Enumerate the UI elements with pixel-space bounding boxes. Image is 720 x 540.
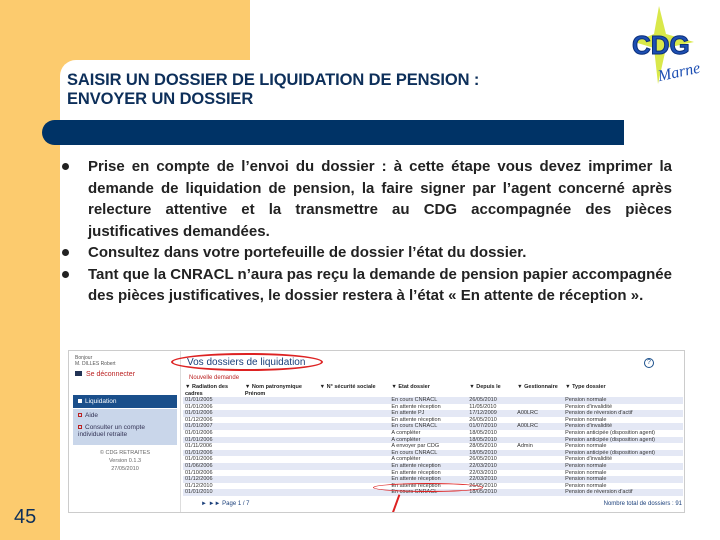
table-cell: A compléter <box>391 430 421 437</box>
table-cell <box>318 489 390 496</box>
table-cell <box>318 410 390 417</box>
bullet-icon <box>78 399 82 403</box>
column-header[interactable]: ▼ N° sécurité sociale <box>319 384 376 390</box>
table-row[interactable] <box>183 450 683 457</box>
table-cell: En attente réception <box>391 416 441 423</box>
bullet-icon <box>78 425 82 429</box>
table-cell: 01/07/2010 <box>467 423 515 430</box>
column-header[interactable]: ▼ Gestionnaire <box>517 384 558 390</box>
table-cell: 01/01/2006 <box>185 456 213 463</box>
table-row[interactable] <box>183 470 683 477</box>
table-cell: 01/01/2005 <box>183 397 243 404</box>
dossiers-heading: Vos dossiers de liquidation <box>187 357 306 368</box>
bullet-icon <box>78 413 82 417</box>
table-cell: 11/05/2010 <box>469 403 497 410</box>
svg-text:CDG: CDG <box>632 30 690 60</box>
table-cell: 26/05/2010 <box>469 416 497 423</box>
table-cell <box>515 417 563 424</box>
table-cell <box>318 476 390 483</box>
table-cell <box>243 397 318 404</box>
table-cell: En cours CNRACL <box>389 489 467 496</box>
annotation-arrow <box>392 494 400 513</box>
table-cell <box>243 437 318 444</box>
table-cell <box>515 489 563 496</box>
table-cell <box>515 450 563 457</box>
table-cell: 18/05/2010 <box>467 437 515 444</box>
column-header[interactable]: ▼ Type dossier <box>565 384 606 390</box>
table-cell: Pension normale <box>563 463 683 470</box>
date: 27/05/2010 <box>111 466 139 472</box>
title-underline-bar <box>42 120 624 145</box>
table-cell <box>243 483 318 490</box>
table-row[interactable] <box>183 397 683 404</box>
table-cell <box>515 483 563 490</box>
table-cell: Pension d'invalidité <box>565 403 613 410</box>
table-cell <box>318 397 390 404</box>
table-cell: A00LRC <box>515 423 563 430</box>
table-cell: En attente réception <box>389 463 467 470</box>
table-cell: 01/01/2006 <box>185 403 213 410</box>
column-header[interactable]: ▼ Radiation des cadres <box>185 384 229 397</box>
table-cell: 26/05/2010 <box>469 482 497 489</box>
nav-label: Consulter un compte individuel retraite <box>78 424 145 438</box>
table-cell <box>243 443 318 450</box>
table-cell: Pension de réversion d'actif <box>563 489 683 496</box>
table-cell <box>318 437 390 444</box>
table-cell: 26/05/2010 <box>467 397 515 404</box>
table-cell: 01/01/2006 <box>183 450 243 457</box>
nav-label: Aide <box>85 412 99 419</box>
logout-icon <box>75 371 82 376</box>
table-cell: En attente PJ <box>389 410 467 417</box>
title-line-1: SAISIR UN DOSSIER DE LIQUIDATION DE PENSION : <box>67 71 480 89</box>
screenshot-main <box>183 351 684 512</box>
nav-label: Liquidation <box>85 398 117 405</box>
table-cell <box>243 410 318 417</box>
table-cell <box>318 423 390 430</box>
table-row[interactable] <box>183 476 683 483</box>
nav-liquidation[interactable] <box>73 395 177 408</box>
title-line-2: ENVOYER UN DOSSIER <box>67 90 254 108</box>
table-cell <box>318 417 390 424</box>
table-cell: Pension d'invalidité <box>565 456 613 463</box>
table-cell <box>318 404 390 411</box>
table-cell: 01/10/2006 <box>185 469 213 476</box>
table-cell: En attente réception <box>391 482 441 489</box>
table-cell: En attente réception <box>389 476 467 483</box>
table-cell: A compléter <box>389 437 467 444</box>
greeting: Bonjour <box>75 355 93 361</box>
table-row[interactable] <box>183 410 683 417</box>
table-cell: A envoyer par CDG <box>391 443 440 450</box>
table-cell <box>515 430 563 437</box>
table-cell <box>243 450 318 457</box>
table-cell <box>318 463 390 470</box>
table-cell: A00LRC <box>515 410 563 417</box>
table-cell: Pension anticipée (disposition agent) <box>563 450 683 457</box>
table-cell: En attente réception <box>391 469 441 476</box>
slide-number: 45 <box>14 506 37 528</box>
table-cell: 01/12/2010 <box>185 482 213 489</box>
table-cell: 01/12/2006 <box>183 476 243 483</box>
table-cell: 22/03/2010 <box>469 469 497 476</box>
table-cell: A compléter <box>391 456 421 463</box>
column-header[interactable]: ▼ Etat dossier <box>391 384 430 390</box>
table-cell: Pension normale <box>565 416 607 423</box>
table-row[interactable] <box>183 417 683 424</box>
decor-orange-block <box>0 0 250 60</box>
table-cell <box>318 456 390 463</box>
page-title <box>67 71 479 109</box>
table-cell <box>318 450 390 457</box>
table-cell <box>515 437 563 444</box>
table-cell <box>243 456 318 463</box>
highlight-oval <box>171 353 323 371</box>
table-cell: En cours CNRACL <box>389 423 467 430</box>
table-cell: 17/12/2009 <box>467 410 515 417</box>
table-cell: En cours CNRACL <box>389 450 467 457</box>
bullet-list <box>62 156 672 307</box>
table-cell: Pension normale <box>563 476 683 483</box>
table-cell <box>243 489 318 496</box>
table-cell <box>318 443 390 450</box>
table-cell: Pension normale <box>565 469 607 476</box>
table-cell: 01/01/2006 <box>183 410 243 417</box>
table-row[interactable] <box>183 404 683 411</box>
table-cell: En cours CNRACL <box>389 397 467 404</box>
table-cell <box>515 470 563 477</box>
table-cell: 01/01/2007 <box>183 423 243 430</box>
svg-text:Marne: Marne <box>656 59 702 86</box>
table-header <box>183 384 683 397</box>
new-request-link[interactable]: Nouvelle demande <box>189 375 240 381</box>
logout-label: Se déconnecter <box>86 371 136 378</box>
table-row[interactable] <box>183 437 683 444</box>
table-row[interactable] <box>183 430 683 437</box>
table-cell <box>515 404 563 411</box>
table-cell: 01/01/2010 <box>183 489 243 496</box>
column-header[interactable]: ▼ Nom patronymique Prénom <box>244 384 302 397</box>
screenshot-sidebar <box>69 351 181 512</box>
dossiers-table <box>183 384 683 496</box>
table-cell: 01/01/2006 <box>183 437 243 444</box>
table-cell: 22/03/2010 <box>467 463 515 470</box>
bullet-item: Tant que la CNRACL n’aura pas reçu la demande de pension papier accompagnée des pièces justificatives, le dossier restera à l’état « En attente de réception ». <box>62 264 672 307</box>
table-row[interactable] <box>183 443 683 450</box>
table-cell: 01/01/2006 <box>185 430 213 437</box>
table-cell <box>243 423 318 430</box>
table-cell: 28/05/2010 <box>469 443 497 450</box>
table-cell <box>515 476 563 483</box>
table-cell <box>515 463 563 470</box>
app-screenshot <box>68 350 685 513</box>
table-cell: Pension de réversion d'actif <box>563 410 683 417</box>
nav-consulter-compte[interactable] <box>73 421 177 445</box>
table-cell: Admin <box>517 443 533 450</box>
table-cell <box>318 470 390 477</box>
table-cell: Pension normale <box>563 397 683 404</box>
table-cell: 18/05/2010 <box>469 430 497 437</box>
table-cell <box>515 397 563 404</box>
table-cell: Pension normale <box>565 482 607 489</box>
bullet-item: Prise en compte de l’envoi du dossier : à cette étape vous devez imprimer la demande de liquidation de pension, la faire signer par l’agent concerné après relecture attentive et la transmettre au CDG accompagnée des pièces justificatives demandées. <box>62 156 672 242</box>
total-count: Nombre total de dossiers : 91 <box>603 501 682 507</box>
table-cell <box>515 456 563 463</box>
table-cell: 22/03/2010 <box>467 476 515 483</box>
copyright: © CDG RETRAITES <box>99 450 151 456</box>
table-cell: 01/12/2006 <box>185 416 213 423</box>
table-cell <box>243 470 318 477</box>
table-cell <box>318 430 390 437</box>
table-row[interactable] <box>183 423 683 430</box>
cdg-marne-logo <box>624 4 720 90</box>
table-cell <box>243 417 318 424</box>
logout-link[interactable] <box>75 371 135 378</box>
table-cell: 01/11/2006 <box>185 443 213 450</box>
table-row[interactable] <box>183 456 683 463</box>
table-cell <box>243 476 318 483</box>
table-cell: Pension d'invalidité <box>563 423 683 430</box>
bullet-item: Consultez dans votre portefeuille de dossier l’état du dossier. <box>62 242 672 264</box>
table-cell: Pension anticipée (disposition agent) <box>563 437 683 444</box>
table-cell: Pension normale <box>565 443 607 450</box>
table-row[interactable] <box>183 463 683 470</box>
table-cell <box>243 463 318 470</box>
version: Version 0.1.3 <box>108 458 142 464</box>
user-name: M. DILLES Robert <box>75 361 116 367</box>
table-cell: En attente réception <box>391 403 441 410</box>
table-cell <box>243 430 318 437</box>
table-cell: Pension anticipée (disposition agent) <box>565 430 655 437</box>
highlight-oval <box>373 483 483 492</box>
table-cell: 26/05/2010 <box>469 456 497 463</box>
table-cell <box>243 404 318 411</box>
pagination[interactable]: ► ►► Page 1 / 7 <box>201 501 250 507</box>
table-cell: 18/05/2010 <box>467 450 515 457</box>
table-cell: 01/06/2006 <box>183 463 243 470</box>
help-icon[interactable]: ? <box>644 358 654 368</box>
column-header[interactable]: ▼ Depuis le <box>469 384 501 390</box>
table-cell: 18/05/2010 <box>467 489 515 496</box>
